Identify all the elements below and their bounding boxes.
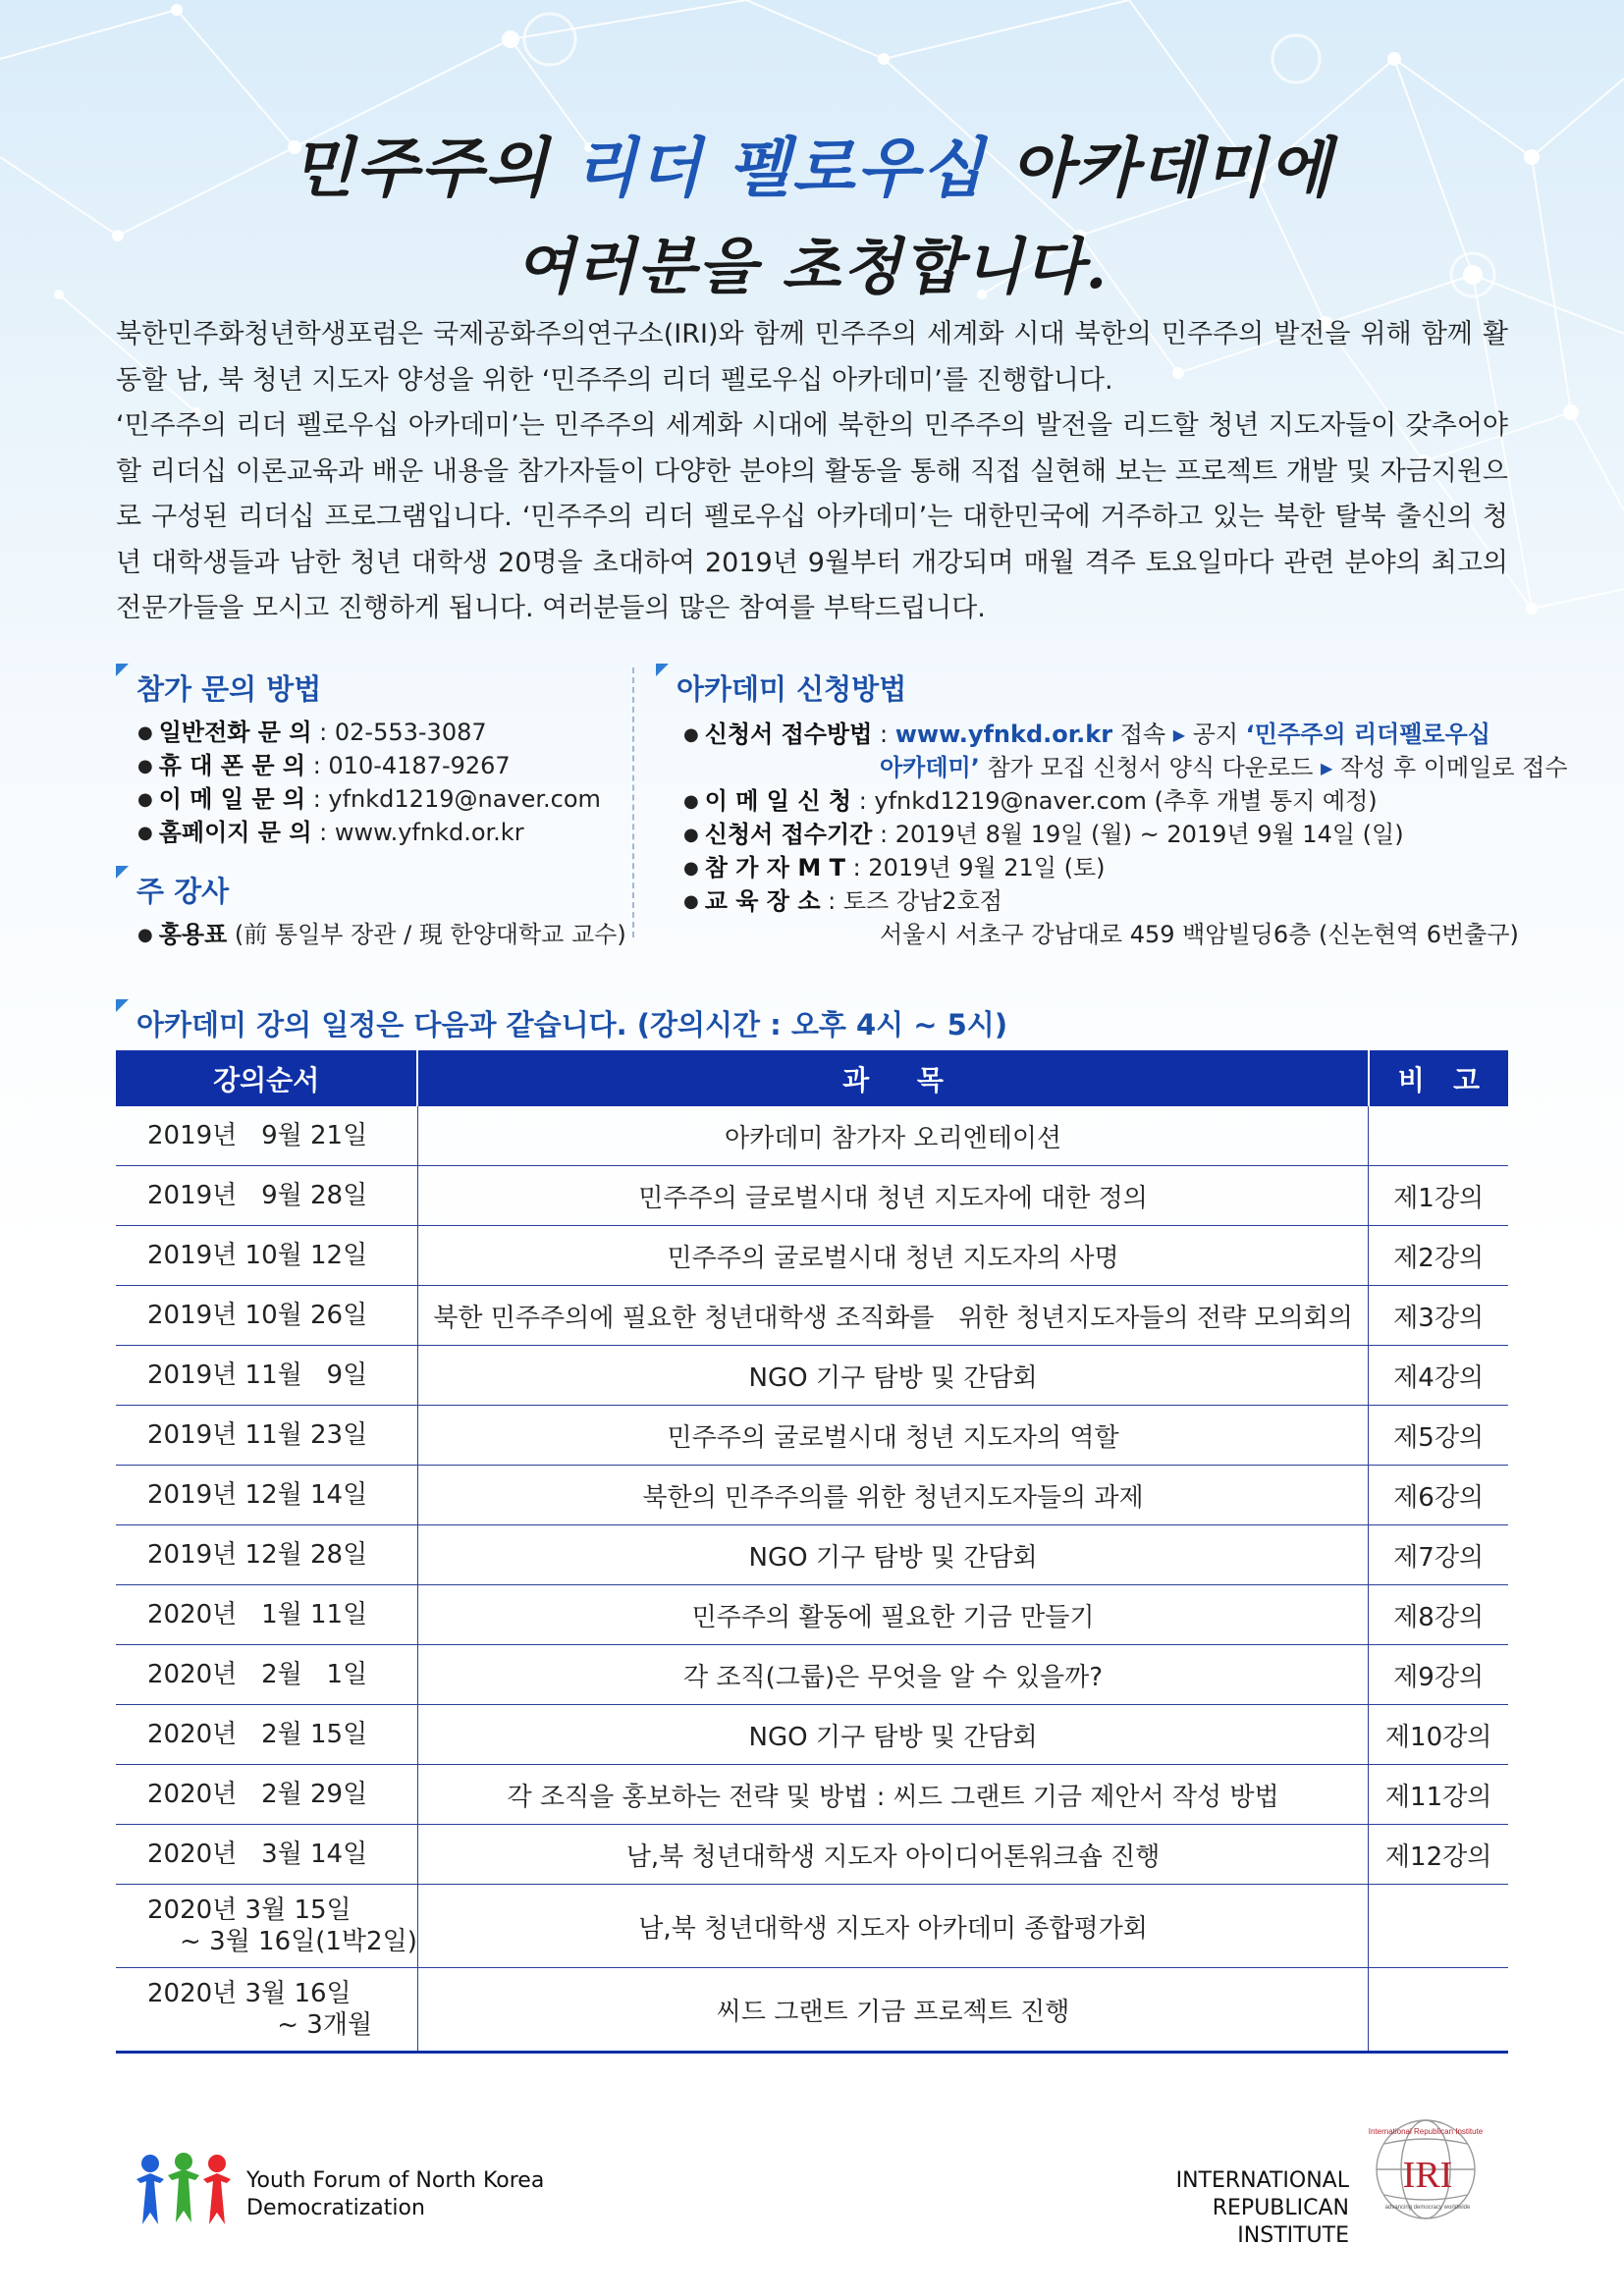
yfnkd-line2: Democratization <box>246 2196 425 2220</box>
apply-text: 공지 <box>1185 721 1246 748</box>
bullet-icon: ● <box>137 756 153 776</box>
apply-heading-label: 아카데미 신청방법 <box>677 672 907 706</box>
apply-text: 참가 모집 신청서 양식 다운로드 <box>979 754 1322 781</box>
table-header-row <box>116 1050 1508 1106</box>
apply-email <box>683 781 1378 816</box>
bullet-icon: ● <box>683 858 699 879</box>
main-title-line2: 여러분을 초청합니다. <box>514 231 1110 302</box>
contact-item <box>137 713 487 747</box>
table-row <box>116 1286 1508 1346</box>
contact-item <box>137 813 524 847</box>
lecturer-detail: (前 통일부 장관 / 現 한양대학교 교수) <box>227 921 626 948</box>
lecture-topic: 씨드 그랜트 기금 프로젝트 진행 <box>417 1968 1368 2053</box>
lecture-date: 2019년 12월 28일 <box>116 1525 417 1585</box>
lecture-note: 제3강의 <box>1369 1286 1508 1346</box>
apply-period-label: 신청서 접수기간 <box>704 821 873 848</box>
column-header-order: 강의순서 <box>116 1050 417 1106</box>
contact-label: 홈페이지 문 의 <box>158 819 312 846</box>
contact-item <box>137 779 601 814</box>
table-row <box>116 1406 1508 1466</box>
lecture-date: 2019년 11월 9일 <box>116 1346 417 1406</box>
apply-quote: 아카데미’ <box>880 754 980 781</box>
lecture-date: 2020년 3월 14일 <box>116 1825 417 1885</box>
triangle-right-icon: ▶ <box>1172 725 1186 744</box>
apply-mt <box>683 848 1106 882</box>
contact-label: 휴 대 폰 문 의 <box>158 752 306 779</box>
triangle-right-icon: ▶ <box>1321 759 1333 777</box>
yfnkd-name <box>246 2167 544 2222</box>
lecture-date: 2020년 1월 11일 <box>116 1585 417 1645</box>
bullet-icon: ● <box>683 891 699 912</box>
apply-email-label: 이 메 일 신 청 <box>704 787 852 815</box>
lecture-date: 2019년 11월 23일 <box>116 1406 417 1466</box>
lecture-topic: 각 조직을 홍보하는 전략 및 방법 : 씨드 그랜트 기금 제안서 작성 방법 <box>417 1765 1368 1825</box>
table-row <box>116 1585 1508 1645</box>
iri-logo-bottom: advancing democracy worldwide <box>1384 2205 1471 2211</box>
lecture-topic: 남,북 청년대학생 지도자 아이디어톤워크숍 진행 <box>417 1825 1368 1885</box>
lecture-topic: NGO 기구 탐방 및 간담회 <box>417 1525 1368 1585</box>
website-link[interactable]: www.yfnkd.or.kr <box>894 721 1113 748</box>
lecturer-heading-label: 주 강사 <box>136 875 230 908</box>
lecture-note: 제2강의 <box>1369 1226 1508 1286</box>
table-row <box>116 1705 1508 1765</box>
lecture-date: 2020년 2월 29일 <box>116 1765 417 1825</box>
title-highlight: 리더 펠로우십 <box>573 130 986 206</box>
lecture-topic: 각 조직(그룹)은 무엇을 알 수 있을까? <box>417 1645 1368 1705</box>
lecture-note: 제5강의 <box>1369 1406 1508 1466</box>
lecture-date: 2019년 12월 14일 <box>116 1466 417 1525</box>
lecture-note <box>1369 1106 1508 1166</box>
iri-logo-abbr: IRI <box>1402 2155 1453 2196</box>
table-row <box>116 1525 1508 1585</box>
bullet-icon: ● <box>683 724 699 745</box>
lecture-note <box>1369 1968 1508 2053</box>
contact-item <box>137 746 511 780</box>
column-header-note: 비 고 <box>1369 1050 1508 1106</box>
lecture-date: 2020년 2월 1일 <box>116 1645 417 1705</box>
schedule-table <box>116 1050 1508 2054</box>
table-row <box>116 1968 1508 2053</box>
lecture-date: 2019년 10월 12일 <box>116 1226 417 1286</box>
apply-mt-label: 참 가 자 M T <box>704 854 845 881</box>
table-row <box>116 1645 1508 1705</box>
corner-mark-icon <box>116 999 129 1012</box>
three-people-icon <box>133 2150 235 2228</box>
apply-method-label: 신청서 접수방법 <box>704 721 873 748</box>
intro-paragraph-2: ‘민주주의 리더 펠로우십 아카데미’는 민주주의 세계화 시대에 북한의 민주주의 발전을 리드할 청년 지도자들이 갖추어야 할 리더십 이론교육과 배운 내용을 참가자들이 다양한 분야의 활동을 통해 직접 실현해 보는 프로젝트 개발 및 자금지원으로 구성된 리더십 프로그램입니다. ‘민주주의 리더 펠로우십 아카데미’는 대한민국에 거주하고 있는 북한 탈북 출신의 청년 대학생들과 남한 청년 대학생 20명을 초대하여 2019년 9월부터 개강되며 매월 격주 토요일마다 관련 분야의 최고의 전문가들을 모시고 진행하게 됩니다. 여러분들의 많은 참여를 부탁드립니다. <box>116 410 1508 623</box>
apply-place-label: 교 육 장 소 <box>704 887 821 915</box>
intro-text <box>116 312 1508 632</box>
apply-period-value: : 2019년 8월 19일 (월) ~ 2019년 9월 14일 (일) <box>872 821 1404 848</box>
lecture-date: 2020년 2월 15일 <box>116 1705 417 1765</box>
title-suffix: 아카데미에 <box>985 130 1333 206</box>
lecture-note: 제7강의 <box>1369 1525 1508 1585</box>
lecture-date: 2019년 9월 21일 <box>116 1106 417 1166</box>
column-divider <box>632 667 634 937</box>
lecturer-item <box>137 915 626 949</box>
lecture-note: 제10강의 <box>1369 1705 1508 1765</box>
iri-name <box>1100 2167 1349 2250</box>
contact-heading-label: 참가 문의 방법 <box>136 672 322 706</box>
iri-logo <box>1365 2112 1492 2232</box>
lecture-topic: NGO 기구 탐방 및 간담회 <box>417 1705 1368 1765</box>
lecturer-heading <box>116 870 229 910</box>
table-row <box>116 1466 1508 1525</box>
bullet-icon: ● <box>137 789 153 810</box>
bullet-icon: ● <box>137 823 153 843</box>
table-row <box>116 1885 1508 1968</box>
lecture-topic: 북한의 민주주의를 위한 청년지도자들의 과제 <box>417 1466 1368 1525</box>
contact-value: : yfnkd1219@naver.com <box>305 785 601 813</box>
apply-method <box>683 715 1490 749</box>
iri-line2: REPUBLICAN INSTITUTE <box>1212 2196 1349 2248</box>
iri-line1: INTERNATIONAL <box>1175 2168 1349 2193</box>
apply-address: 서울시 서초구 강남대로 459 백암빌딩6층 (신논현역 6번출구) <box>880 921 1519 948</box>
lecture-note: 제8강의 <box>1369 1585 1508 1645</box>
corner-mark-icon <box>116 866 129 879</box>
title-prefix: 민주주의 <box>291 130 574 206</box>
bullet-icon: ● <box>137 722 153 743</box>
apply-heading <box>656 667 906 708</box>
lecture-topic: 민주주의 굴로벌시대 청년 지도자의 역할 <box>417 1406 1368 1466</box>
apply-mt-value: : 2019년 9월 21일 (토) <box>844 854 1106 881</box>
table-row <box>116 1825 1508 1885</box>
lecturer-name: 홍용표 <box>158 921 228 948</box>
contact-value: : 010-4187-9267 <box>305 752 511 779</box>
apply-place-value: : 토즈 강남2호점 <box>820 887 1002 915</box>
table-row <box>116 1765 1508 1825</box>
yfnkd-line1: Youth Forum of North Korea <box>246 2168 545 2193</box>
schedule-heading-label: 아카데미 강의 일정은 다음과 같습니다. (강의시간 : 오후 4시 ~ 5시) <box>136 1008 1008 1041</box>
intro-paragraph-1: 북한민주화청년학생포럼은 국제공화주의연구소(IRI)와 함께 민주주의 세계화 시대 북한의 민주주의 발전을 위해 함께 활동할 남, 북 청년 지도자 양성을 위한 ‘민주주의 리더 펠로우십 아카데미’를 진행합니다. <box>116 319 1508 396</box>
apply-quote: ‘민주주의 리더펠로우십 <box>1245 721 1490 748</box>
lecture-note: 제11강의 <box>1369 1765 1508 1825</box>
globe-icon <box>1365 2112 1492 2228</box>
apply-place <box>683 881 1002 916</box>
apply-text: 작성 후 이메일로 접수 <box>1332 754 1568 781</box>
contact-label: 이 메 일 문 의 <box>158 785 306 813</box>
lecture-topic: 민주주의 굴로벌시대 청년 지도자의 사명 <box>417 1226 1368 1286</box>
corner-mark-icon <box>656 664 669 676</box>
lecture-topic: 민주주의 활동에 필요한 기금 만들기 <box>417 1585 1368 1645</box>
schedule-heading <box>116 1003 1007 1043</box>
contact-value: : www.yfnkd.or.kr <box>311 819 524 846</box>
lecture-topic: 아카데미 참가자 오리엔테이션 <box>417 1106 1368 1166</box>
lecture-date: 2019년 9월 28일 <box>116 1166 417 1226</box>
lecture-note: 제1강의 <box>1369 1166 1508 1226</box>
separator: : <box>872 721 895 748</box>
table-row <box>116 1106 1508 1166</box>
apply-email-value: : yfnkd1219@naver.com (추후 개별 통지 예정) <box>851 787 1378 815</box>
bullet-icon: ● <box>137 925 153 945</box>
lecture-date: 2020년 3월 16일 ~ 3개월 <box>116 1968 417 2053</box>
lecture-note: 제6강의 <box>1369 1466 1508 1525</box>
column-header-subject: 과 목 <box>417 1050 1368 1106</box>
lecture-topic: 민주주의 글로벌시대 청년 지도자에 대한 정의 <box>417 1166 1368 1226</box>
table-row <box>116 1166 1508 1226</box>
table-row <box>116 1346 1508 1406</box>
lecture-topic: 남,북 청년대학생 지도자 아카데미 종합평가회 <box>417 1885 1368 1968</box>
lecture-date: 2020년 3월 15일 ~ 3월 16일(1박2일) <box>116 1885 417 1968</box>
lecture-note: 제12강의 <box>1369 1825 1508 1885</box>
bullet-icon: ● <box>683 825 699 845</box>
corner-mark-icon <box>116 664 129 676</box>
apply-method-cont <box>880 748 1568 782</box>
lecture-topic: NGO 기구 탐방 및 간담회 <box>417 1346 1368 1406</box>
contact-heading <box>116 667 321 708</box>
bullet-icon: ● <box>683 791 699 812</box>
lecture-date: 2019년 10월 26일 <box>116 1286 417 1346</box>
lecture-note: 제4강의 <box>1369 1346 1508 1406</box>
apply-text: 접속 <box>1112 721 1173 748</box>
lecture-note <box>1369 1885 1508 1968</box>
yfnkd-logo <box>133 2150 545 2232</box>
iri-logo-top: International Republican Institute <box>1368 2127 1484 2136</box>
table-row <box>116 1226 1508 1286</box>
contact-value: : 02-553-3087 <box>311 719 487 746</box>
main-title-line1 <box>0 116 1624 209</box>
apply-period <box>683 815 1404 849</box>
contact-label: 일반전화 문 의 <box>158 719 312 746</box>
lecture-note: 제9강의 <box>1369 1645 1508 1705</box>
lecture-topic: 북한 민주주의에 필요한 청년대학생 조직화를 위한 청년지도자들의 전략 모의회의 <box>417 1286 1368 1346</box>
